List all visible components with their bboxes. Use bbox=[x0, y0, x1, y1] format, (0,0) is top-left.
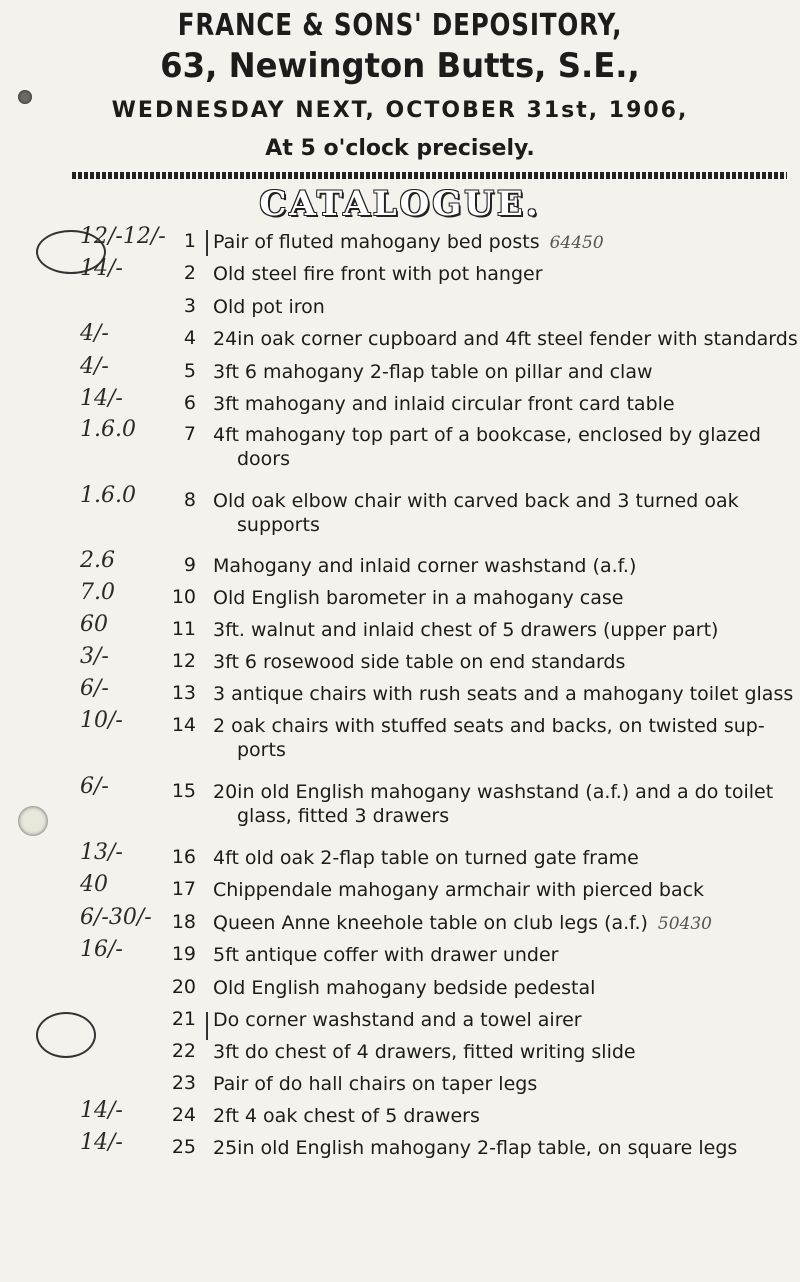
lot-description bbox=[213, 1040, 793, 1064]
lot-description-line: 3ft. walnut and inlaid chest of 5 drawers (upper part) bbox=[213, 619, 719, 641]
lot-description-line: 3ft 6 mahogany 2-flap table on pillar and claw bbox=[213, 361, 653, 383]
catalogue-heading: CATALOGUE. bbox=[259, 184, 541, 224]
lot-description-line: 4ft old oak 2-flap table on turned gate frame bbox=[213, 847, 639, 869]
lot-description-line: Old pot iron bbox=[213, 296, 325, 318]
lot-number: 17 bbox=[171, 878, 196, 900]
lot-description bbox=[213, 618, 793, 642]
lot-description-line: Pair of do hall chairs on taper legs bbox=[213, 1073, 538, 1095]
lot-number: 11 bbox=[171, 618, 196, 640]
handwritten-price: 40 bbox=[80, 872, 108, 897]
header-line-1: FRANCE & SONS' DEPOSITORY, bbox=[177, 8, 623, 43]
handwritten-price: 7.0 bbox=[80, 580, 115, 605]
lot-number: 2 bbox=[183, 262, 196, 284]
handwritten-price: 3/- bbox=[80, 644, 109, 669]
lot-number: 14 bbox=[171, 714, 196, 736]
handwritten-price: 14/- bbox=[80, 256, 123, 281]
lot-description-line: 25in old English mahogany 2-flap table, on square legs bbox=[213, 1137, 738, 1159]
lot-description-line: Do corner washstand and a towel airer bbox=[213, 1009, 582, 1031]
lot-description-line: Old English mahogany bedside pedestal bbox=[213, 977, 596, 999]
lot-description bbox=[213, 586, 793, 610]
lot-description-line: Chippendale mahogany armchair with pierced back bbox=[213, 879, 705, 901]
lot-description-line: 4ft mahogany top part of a bookcase, enclosed by glazed bbox=[213, 424, 761, 446]
lot-number: 10 bbox=[171, 586, 196, 608]
lot-description-line: Pair of fluted mahogany bed posts 64450 bbox=[213, 231, 604, 253]
lot-description-line: 3ft mahogany and inlaid circular front card table bbox=[213, 393, 675, 415]
handwritten-price: 6/- bbox=[80, 676, 109, 701]
lot-number: 21 bbox=[171, 1008, 196, 1030]
lot-description bbox=[213, 360, 793, 384]
lot-description-line: ports bbox=[237, 739, 286, 761]
lot-description-line: Mahogany and inlaid corner washstand (a.f.) bbox=[213, 555, 637, 577]
lot-description-line: 24in oak corner cupboard and 4ft steel fender with standards bbox=[213, 328, 798, 350]
lot-description-line: supports bbox=[237, 514, 320, 536]
lot-number: 6 bbox=[183, 392, 196, 414]
handwritten-note: 64450 bbox=[549, 233, 604, 253]
lot-number: 25 bbox=[171, 1136, 196, 1158]
punch-hole bbox=[18, 806, 48, 836]
handwritten-price: 4/- bbox=[80, 354, 109, 379]
lot-number: 13 bbox=[171, 682, 196, 704]
lot-description-line: 20in old English mahogany washstand (a.f.) and a do toilet bbox=[213, 781, 774, 803]
lot-description-line: doors bbox=[237, 448, 291, 470]
lot-description-line: Old oak elbow chair with carved back and 3 turned oak bbox=[213, 490, 739, 512]
lot-number: 12 bbox=[171, 650, 196, 672]
lot-description bbox=[213, 780, 793, 828]
lot-description bbox=[213, 262, 793, 286]
handwritten-price: 2.6 bbox=[80, 548, 115, 573]
lot-description bbox=[213, 846, 793, 870]
decorative-rule bbox=[72, 172, 787, 179]
lot-number: 22 bbox=[171, 1040, 196, 1062]
lot-description-line: 3ft 6 rosewood side table on end standards bbox=[213, 651, 626, 673]
lot-description-line: Old English barometer in a mahogany case bbox=[213, 587, 624, 609]
handwritten-price: 6/- bbox=[80, 774, 109, 799]
lot-description bbox=[213, 554, 793, 578]
lot-description bbox=[213, 976, 793, 1000]
lot-number: 9 bbox=[183, 554, 196, 576]
lot-number: 1 bbox=[183, 230, 196, 252]
lot-number: 5 bbox=[183, 360, 196, 382]
lot-description-line: Queen Anne kneehole table on club legs (a.f.) 50430 bbox=[213, 912, 713, 934]
lot-number: 4 bbox=[183, 327, 196, 349]
lot-description-line: 3ft do chest of 4 drawers, fitted writing slide bbox=[213, 1041, 636, 1063]
lot-description bbox=[213, 423, 793, 471]
lot-description-line: Old steel fire front with pot hanger bbox=[213, 263, 543, 285]
handwritten-note: 50430 bbox=[657, 914, 713, 934]
lot-number: 18 bbox=[171, 911, 196, 933]
lot-description bbox=[213, 1104, 793, 1128]
handwritten-price: 1.6.0 bbox=[80, 483, 136, 508]
header-line-3: WEDNESDAY NEXT, OCTOBER 31st, 1906, bbox=[111, 98, 689, 123]
lot-number: 19 bbox=[171, 943, 196, 965]
handwritten-price: 14/- bbox=[80, 1098, 123, 1123]
handwritten-price: 6/-30/- bbox=[80, 905, 152, 930]
lot-description bbox=[213, 878, 793, 902]
lot-description bbox=[213, 911, 793, 936]
lot-number: 23 bbox=[171, 1072, 196, 1094]
lot-number: 20 bbox=[171, 976, 196, 998]
lot-description bbox=[213, 489, 793, 537]
lot-description bbox=[213, 943, 793, 967]
header-line-4: At 5 o'clock precisely. bbox=[265, 136, 535, 161]
lot-number: 8 bbox=[183, 489, 196, 511]
lot-number: 7 bbox=[183, 423, 196, 445]
handwritten-price: 12/-12/- bbox=[80, 224, 166, 249]
bracket-mark bbox=[196, 1012, 208, 1040]
lot-description bbox=[213, 392, 793, 416]
lot-description-line: 2 oak chairs with stuffed seats and backs, on twisted sup- bbox=[213, 715, 765, 737]
lot-number: 3 bbox=[183, 295, 196, 317]
lot-description bbox=[213, 1136, 793, 1160]
lot-description bbox=[213, 650, 793, 674]
handwritten-price: 1.6.0 bbox=[80, 417, 136, 442]
header-line-2: 63, Newington Butts, S.E., bbox=[160, 46, 640, 86]
lot-description bbox=[213, 295, 793, 319]
lot-number: 16 bbox=[171, 846, 196, 868]
lot-description bbox=[213, 327, 798, 351]
bracket-mark bbox=[196, 230, 208, 256]
handwritten-price: 16/- bbox=[80, 937, 123, 962]
lot-description-line: glass, fitted 3 drawers bbox=[237, 805, 450, 827]
handwritten-price: 10/- bbox=[80, 708, 123, 733]
handwritten-price: 13/- bbox=[80, 840, 123, 865]
handwritten-circle bbox=[36, 1012, 96, 1058]
handwritten-price: 14/- bbox=[80, 386, 123, 411]
lot-description-line: 5ft antique coffer with drawer under bbox=[213, 944, 559, 966]
lot-number: 15 bbox=[171, 780, 196, 802]
lot-description bbox=[213, 714, 793, 762]
handwritten-price: 60 bbox=[80, 612, 108, 637]
lot-description bbox=[213, 1072, 793, 1096]
handwritten-price: 14/- bbox=[80, 1130, 123, 1155]
lot-number: 24 bbox=[171, 1104, 196, 1126]
handwritten-price: 4/- bbox=[80, 321, 109, 346]
lot-description bbox=[213, 682, 793, 706]
lot-description-line: 3 antique chairs with rush seats and a mahogany toilet glass bbox=[213, 683, 794, 705]
lot-description-line: 2ft 4 oak chest of 5 drawers bbox=[213, 1105, 480, 1127]
lot-description bbox=[213, 230, 793, 255]
lot-description bbox=[213, 1008, 793, 1032]
